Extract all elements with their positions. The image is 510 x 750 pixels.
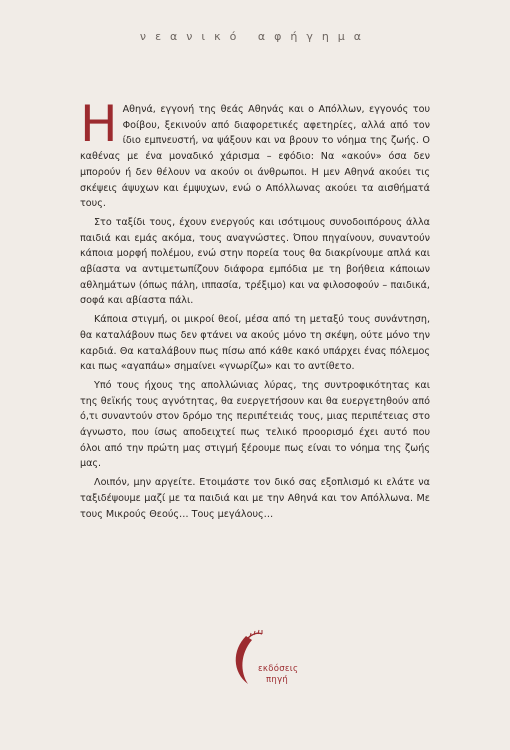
publisher-name-line1: εκδόσεις — [258, 664, 299, 674]
paragraph-5: Λοιπόν, μην αργείτε. Ετοιμάστε τον δικό σας εξοπλισμό κι ελάτε να ταξιδέψουμε μαζί με τα παιδιά και με την Αθηνά και τον Απόλλωνα. Με τους Μικρούς Θεούς… Τους μεγάλους… — [80, 477, 430, 520]
paragraph-1 — [80, 95, 430, 212]
back-cover-text — [80, 95, 430, 525]
publisher-name-line2: πηγή — [266, 675, 289, 685]
paragraph-3: Κάποια στιγμή, οι μικροί θεοί, μέσα από τη μεταξύ τους συνάντηση, θα καταλάβουν πως δεν φτάνει να ακούς μόνο τη σκέψη, ούτε μόνο την καρδιά. Θα καταλάβουν πως πίσω από κάθε κακό υπάρχει ένας πόλεμος και πως «αγαπάω» σημαίνει «γνωρίζω» και το αντίθετο. — [80, 314, 430, 373]
paragraph-4: Υπό τους ήχους της απολλώνιας λύρας, της συντροφικότητας και της θεϊκής τους αγνότητας, θα ευεργετήσουν και θα ευεργετηθούν από ό,τι συναντούν στον δρόμο της περιπέτειάς τους, μιας περιπέτειας στο άγνωστο, που ίσως αποδειχτεί πως τελικό προορισμό έχει αυτό που όλοι από την πρώτη μας στιγμή ξέρουμε πως είναι το νόημα της ζωής μας. — [80, 379, 430, 470]
paragraph-2: Στο ταξίδι τους, έχουν ενεργούς και ισότιμους συνοδοιπόρους άλλα παιδιά και εμάς ακόμα, τους αναγνώστες. Όπου πηγαίνουν, συναντούν κάποια μορφή πολέμου, ενώ στην πορεία τους θα διακρίνουμε απλά και αβίαστα να αντιμετωπίζουν διάφορα εμπόδια με τη βοήθεια κάποιων αθλημάτων (όπως πάλη, ιππασία, τρέξιμο) και να φιλοσοφούν – παιδικά, σοφά και αβίαστα πάλι. — [80, 216, 430, 307]
drop-cap: Η — [80, 95, 118, 153]
series-title: νεανικό αφήγημα — [139, 30, 371, 43]
paragraph-1-text: Αθηνά, εγγονή της θεάς Αθηνάς και ο Απόλλων, εγγονός του Φοίβου, ξεκινούν από διαφορετικές αφετηρίες, αλλά από τον ίδιο εμπνευστή, να ψάξουν και να βρουν το νόημα της ζωής. Ο καθένας με ένα μοναδικό χάρισμα – εφόδιο: Να «ακούν» όσα δεν μπορούν ή δεν θέλουν να ακούν οι άνθρωποι. Η μεν Αθηνά ακούει τις σκέψεις άψυχων και έμψυχων, ενώ ο Απόλλωνας ακούει τα αισθήματά τους. — [80, 104, 430, 210]
